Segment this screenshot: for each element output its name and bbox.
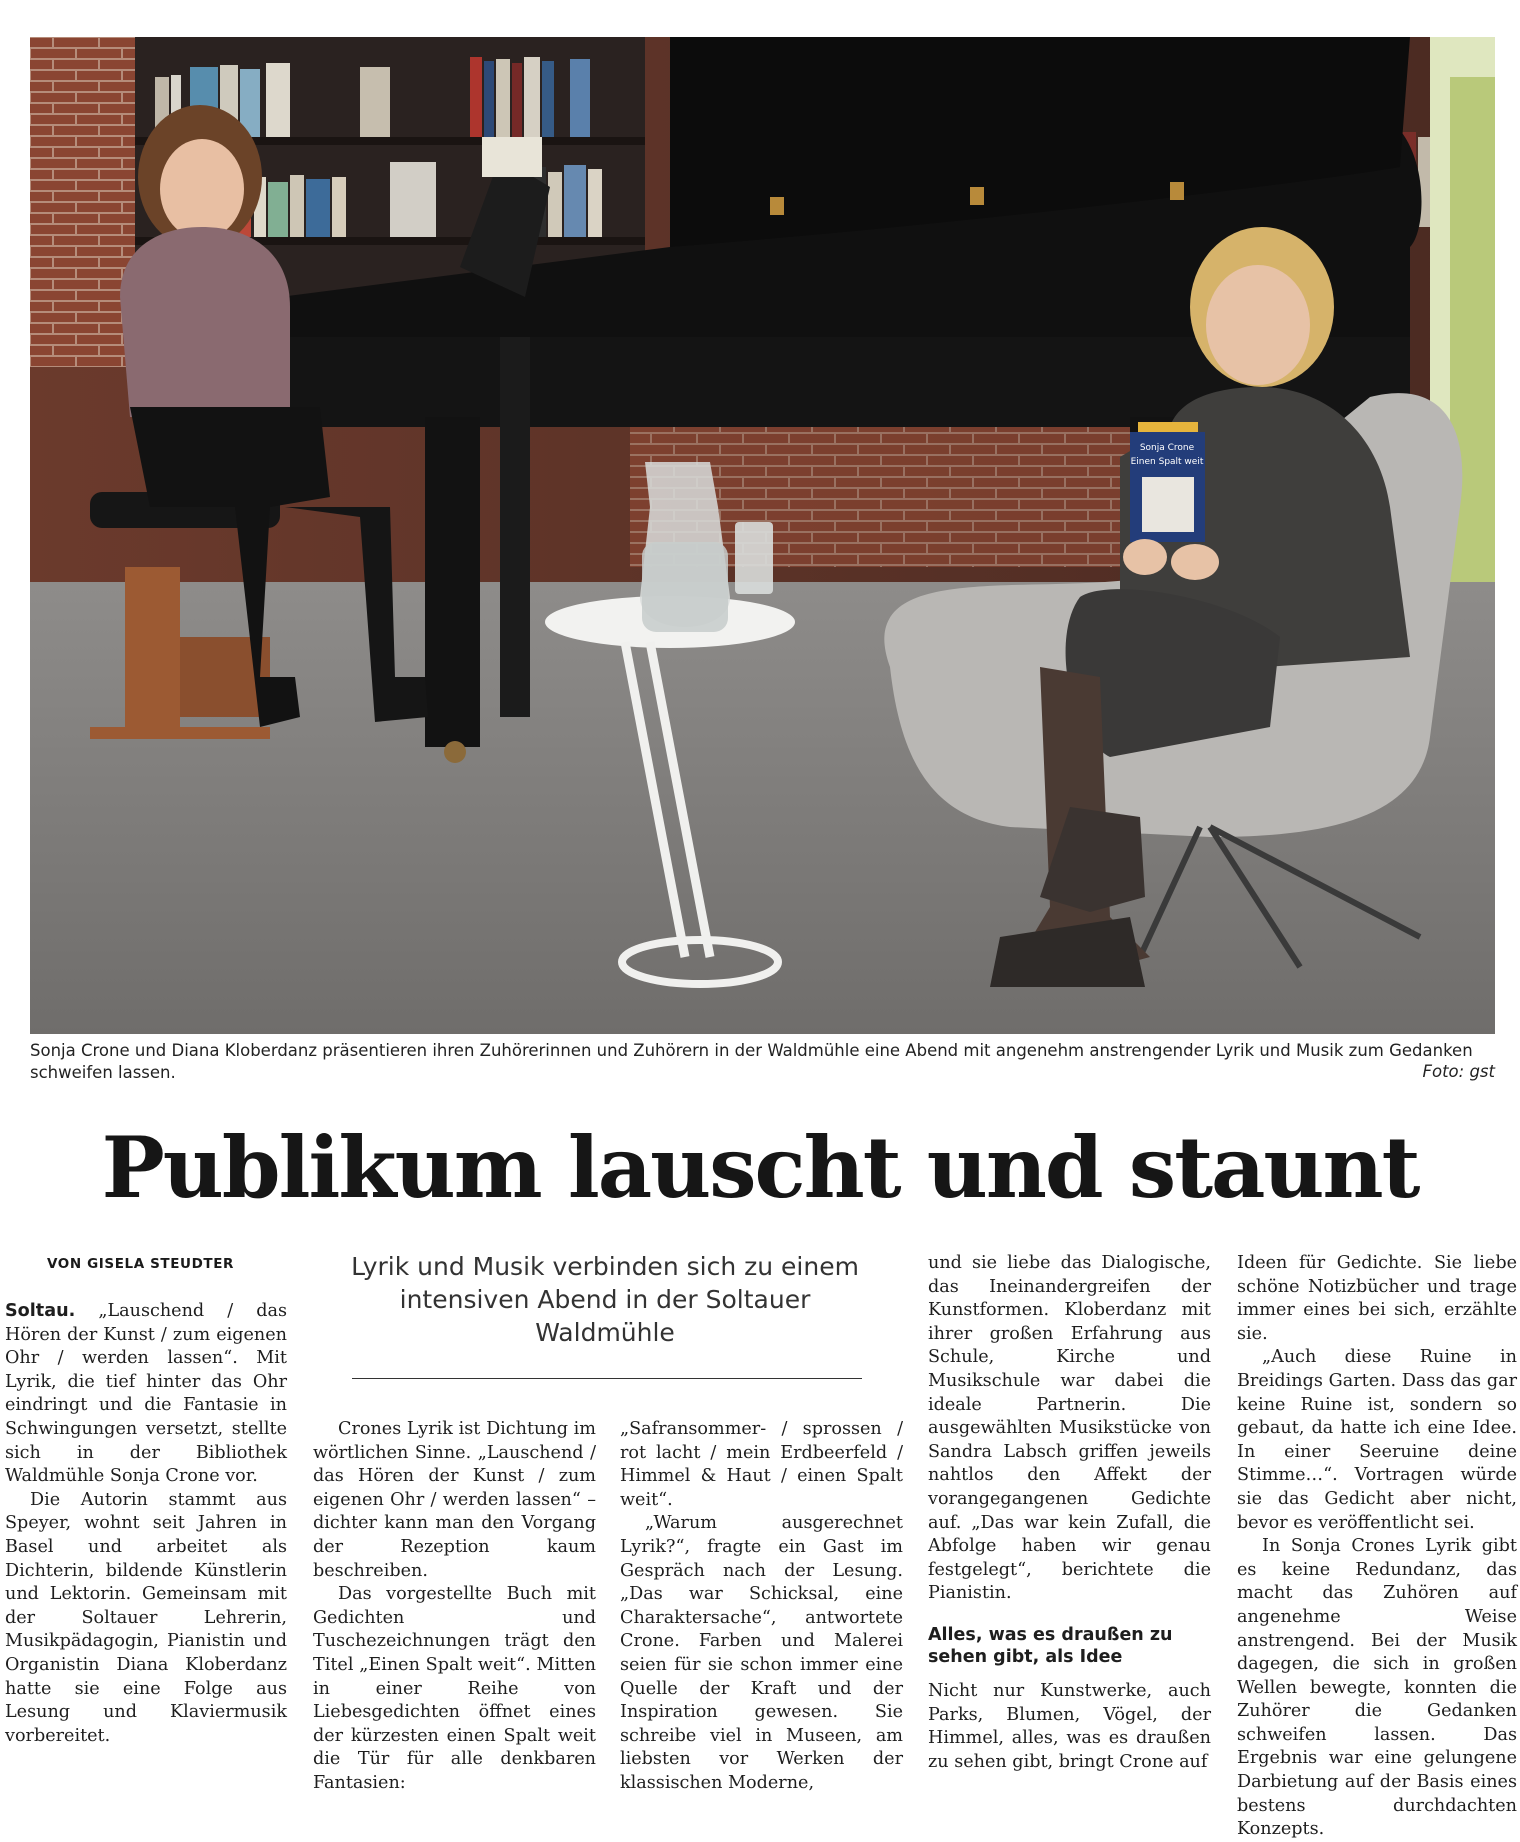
divider xyxy=(352,1378,862,1379)
byline: VON GISELA STEUDTER xyxy=(47,1256,235,1272)
article-column-3 xyxy=(620,1418,903,1796)
article-column-5 xyxy=(1237,1252,1517,1842)
paragraph: Ideen für Gedichte. Sie liebe schöne Notizbücher und trage immer eines bei sich, erzählte sie. xyxy=(1237,1253,1517,1344)
paragraph: Soltau. „Lauschend / das Hören der Kunst / zum eigenen Ohr / werden lassen“. Mit Lyrik, die tief hinter das Ohr eindringt und die Fantasie in Schwingungen versetzt, stellte sich in der Bibliothek Waldmühle Sonja Crone vor. xyxy=(5,1301,287,1487)
paragraph: Crones Lyrik ist Dichtung im wörtlichen Sinne. „Lauschend / das Hören der Kunst / zum eigenen Ohr / werden lassen“ – dichter kann man den Vorgang der Rezeption kaum beschreiben. xyxy=(313,1419,596,1581)
paragraph: „Warum ausgerechnet Lyrik?“, fragte ein Gast im Gespräch nach der Lesung. „Das war Schicksal, eine Charaktersache“, antwortete Crone. Farben und Malerei seien für sie schon immer eine Quelle der Kraft und der Inspiration gewesen. Sie schreibe viel in Museen, am liebsten vor Werken der klassischen Moderne, xyxy=(620,1513,903,1793)
article-column-2 xyxy=(313,1418,596,1796)
headline: Publikum lauscht und staunt xyxy=(101,1118,1419,1217)
article-photo xyxy=(30,37,1495,1034)
paragraph: „Safransommer- / sprossen / rot lacht / mein Erdbeerfeld / Himmel & Haut / einen Spalt weit“. xyxy=(620,1419,903,1510)
photo-caption: Sonja Crone und Diana Kloberdanz präsentieren ihren Zuhörerinnen und Zuhörern in der Waldmühle eine Abend mit angenehm anstrengender Lyrik und Musik zum Gedanken schweifen lassen. xyxy=(30,1041,1473,1082)
article-column-4 xyxy=(928,1252,1211,1774)
paragraph: Die Autorin stammt aus Speyer, wohnt seit Jahren in Basel und arbeitet als Dichterin, bildende Künstlerin und Lektorin. Gemeinsam mit der Soltauer Lehrerin, Musikpädagogin, Pianistin und Organistin Diana Kloberdanz hatte sie eine Folge aus Lesung und Klaviermusik vorbereitet. xyxy=(5,1489,287,1746)
section-subheading: Alles, was es draußen zu sehen gibt, als Idee xyxy=(928,1624,1173,1667)
paragraph: und sie liebe das Dialogische, das Ineinandergreifen der Kunstformen. Kloberdanz mit ihrer großen Erfahrung aus Schule, Kirche und Musikschule war dabei die ideale Partnerin. Die ausgewählten Musikstücke von Sandra Labsch griffen jeweils nahtlos den Affekt der vorangegangenen Gedichte auf. „Das war kein Zufall, die Abfolge haben wir genau festgelegt“, berichtete die Pianistin. xyxy=(928,1253,1211,1604)
photo-scene xyxy=(30,37,1495,1034)
book-author: Sonja Crone xyxy=(1139,443,1195,453)
paragraph: Nicht nur Kunstwerke, auch Parks, Blumen, Vögel, der Himmel, alles, was es draußen zu sehen gibt, bringt Crone auf xyxy=(928,1680,1211,1772)
photo-credit: Foto: gst xyxy=(1422,1062,1495,1081)
book-title: Einen Spalt weit xyxy=(1130,457,1204,467)
paragraph: Das vorgestellte Buch mit Gedichten und Tuschezeichnungen trägt den Titel „Einen Spalt weit“. Mitten in einer Reihe von Liebesgedichten öffnet eines der kürzesten einen Spalt weit die Tür für alle denkbaren Fantasien: xyxy=(313,1584,596,1793)
water-glass xyxy=(735,522,773,594)
article-column-1 xyxy=(5,1300,287,1748)
subheadline: Lyrik und Musik verbinden sich zu einem intensiven Abend in der Soltauer Waldmühle xyxy=(351,1252,859,1347)
paragraph: In Sonja Crones Lyrik gibt es keine Redundanz, das macht das Zuhören auf angenehme Weise anstrengend. Bei der Musik dagegen, die sich in großen Wellen bewegte, konnten die Zuhörer die Gedanken schweifen lassen. Das Ergebnis war eine gelungene Darbietung auf der Basis eines bestens durchdachten Konzepts. xyxy=(1237,1536,1517,1840)
paragraph: „Auch diese Ruine in Breidings Garten. Dass das gar keine Ruine ist, sondern so gebaut, da hatte ich eine Idee. In einer Seeruine deine Stimme…“. Vortragen würde sie das Gedicht aber nicht, bevor es veröffentlicht sei. xyxy=(1237,1347,1517,1533)
dateline: Soltau. xyxy=(5,1301,76,1321)
